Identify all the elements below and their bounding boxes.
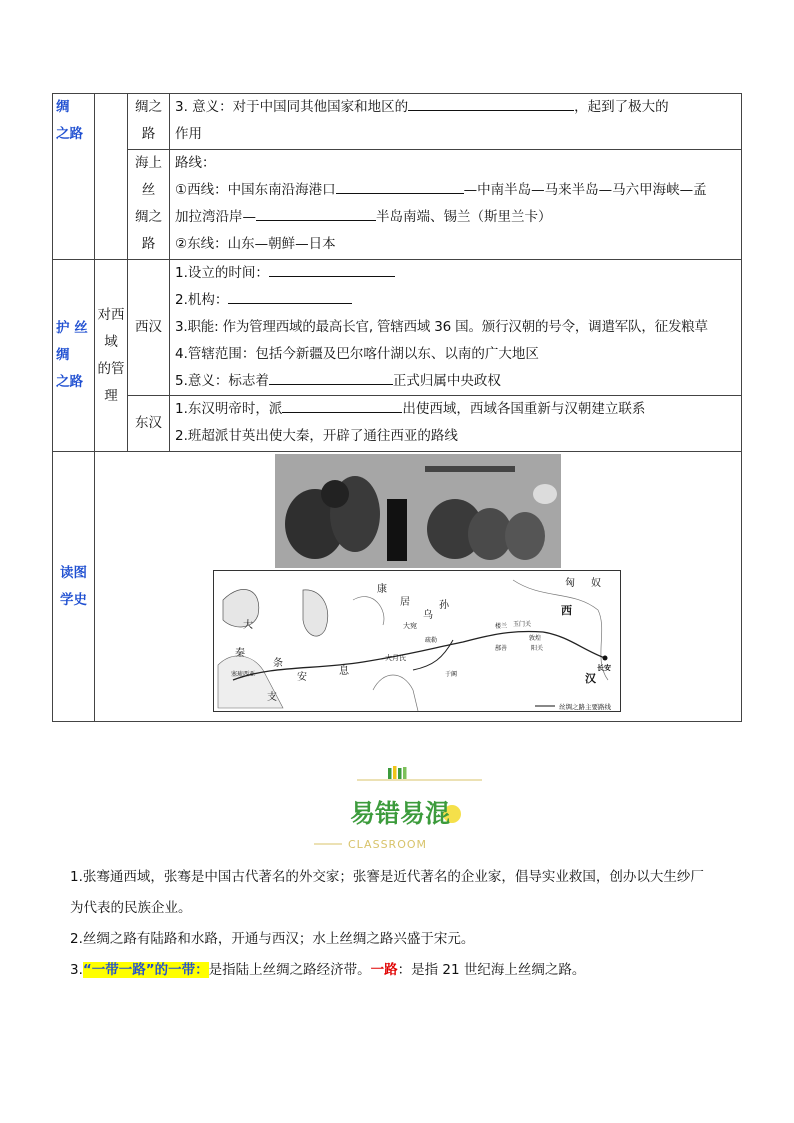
answer-blank[interactable] bbox=[282, 398, 402, 413]
table-row bbox=[53, 260, 742, 396]
silk-road-map bbox=[213, 570, 621, 712]
empty-cell bbox=[95, 94, 128, 260]
map-label: 汉 bbox=[585, 672, 596, 685]
map-label: 孙 bbox=[439, 600, 449, 611]
map-label: 长安 bbox=[597, 664, 611, 672]
answer-blank[interactable] bbox=[256, 206, 376, 221]
map-label: 阳关 bbox=[531, 645, 544, 652]
answer-blank[interactable] bbox=[408, 96, 574, 111]
map-label: 楼兰 bbox=[495, 623, 508, 630]
map-label: 安 bbox=[297, 672, 307, 683]
map-label: 条 bbox=[273, 658, 283, 669]
maritime-silk-road-cell: 海上 丝 绸之 路 bbox=[128, 150, 170, 260]
banner-subtitle: CLASSROOM bbox=[348, 838, 428, 851]
eastern-han-cell: 东汉 bbox=[128, 396, 170, 452]
map-label: 大月氏 bbox=[385, 654, 406, 662]
map-label: 奴 bbox=[591, 578, 601, 589]
western-han-cell: 西汉 bbox=[128, 260, 170, 396]
map-label: 居 bbox=[400, 597, 410, 608]
books-icon bbox=[388, 766, 407, 779]
read-map-cell: 读图 学史 bbox=[53, 452, 95, 722]
knowledge-table bbox=[52, 93, 742, 722]
table-row bbox=[53, 94, 742, 150]
category-cell-silk-road: 绸 之路 bbox=[53, 94, 95, 260]
table-row bbox=[53, 396, 742, 452]
eastern-han-content-cell: 1.东汉明帝时，派 出使西域，西域各国重新与汉朝建立联系 2.班超派甘英出使大秦，开辟了通往西亚的路线 bbox=[170, 396, 742, 452]
map-label: 大 bbox=[243, 620, 253, 631]
table-row bbox=[53, 452, 742, 722]
answer-blank[interactable] bbox=[228, 289, 352, 304]
table-row bbox=[53, 150, 742, 260]
western-han-content-cell: 1.设立的时间： 2.机构： 3.职能: 作为管理西域的最高长官, 管辖西域 36 国。颁行汉朝的号令，调遣军队，征发粮草 4.管辖范围：包括今新疆及巴尔喀什湖以东、以南的广大地区 5.意义：标志着 正式归属中央政权 bbox=[170, 260, 742, 396]
mural-image bbox=[275, 454, 561, 568]
note-2: 2.丝绸之路有陆路和水路，开通与西汉；水上丝绸之路兴盛于宋元。 bbox=[70, 931, 475, 947]
map-label: 息 bbox=[339, 666, 349, 677]
sub-category-cell: 绸之 路 bbox=[128, 94, 170, 150]
category-cell-protect-silk-road: 护 丝 绸 之路 bbox=[53, 260, 95, 452]
map-label: 匈 bbox=[565, 578, 575, 589]
note-3: 3.“一带一路”的一带：是指陆上丝绸之路经济带。一路：是指 21 世纪海上丝绸之路。 bbox=[70, 962, 586, 978]
map-label: 秦 bbox=[235, 648, 245, 659]
map-label: 支 bbox=[267, 692, 277, 703]
answer-blank[interactable] bbox=[269, 370, 393, 385]
confusion-notes: 1.张骞通西域，张骞是中国古代著名的外交家；张謇是近代著名的企业家，倡导实业救国，创办以大生纱厂 为代表的民族企业。 2.丝绸之路有陆路和水路，开通与西汉；水上丝绸之路兴盛于宋元。 3.“一带一路”的一带：是指陆上丝绸之路经济带。一路：是指 21 世纪海上丝绸之路。 bbox=[70, 862, 740, 986]
map-label: 敦煌 bbox=[529, 635, 542, 642]
answer-blank[interactable] bbox=[269, 262, 395, 277]
map-label: 鄯善 bbox=[495, 645, 508, 652]
map-label: 大宛 bbox=[403, 622, 417, 630]
map-legend: 丝绸之路主要路线 bbox=[559, 703, 611, 711]
route-cell: 路线： ①西线：中国东南沿海港口 —中南半岛—马来半岛—马六甲海峡—孟 加拉湾沿岸— 半岛南端、锡兰（斯里兰卡） ②东线：山东—朝鲜—日本 bbox=[170, 150, 742, 260]
map-label: 于阗 bbox=[445, 671, 458, 678]
map-label: 玉门关 bbox=[513, 621, 532, 628]
map-label: 塞琉西亚 bbox=[231, 671, 256, 678]
section-banner bbox=[312, 762, 492, 852]
map-label: 疏勒 bbox=[425, 637, 438, 644]
significance-cell: 3. 意义：对于中国同其他国家和地区的 ，起到了极大的 作用 bbox=[170, 94, 742, 150]
banner-title: 易错易混 bbox=[350, 799, 451, 828]
map-cell bbox=[95, 452, 742, 722]
map-label: 西 bbox=[561, 604, 572, 617]
map-label: 乌 bbox=[423, 610, 433, 621]
answer-blank[interactable] bbox=[336, 179, 464, 194]
note-1: 1.张骞通西域，张骞是中国古代著名的外交家；张謇是近代著名的企业家，倡导实业救国，创办以大生纱厂 bbox=[70, 869, 704, 885]
map-label: 康 bbox=[377, 584, 387, 595]
western-regions-management-cell: 对西 域 的管 理 bbox=[95, 260, 128, 452]
